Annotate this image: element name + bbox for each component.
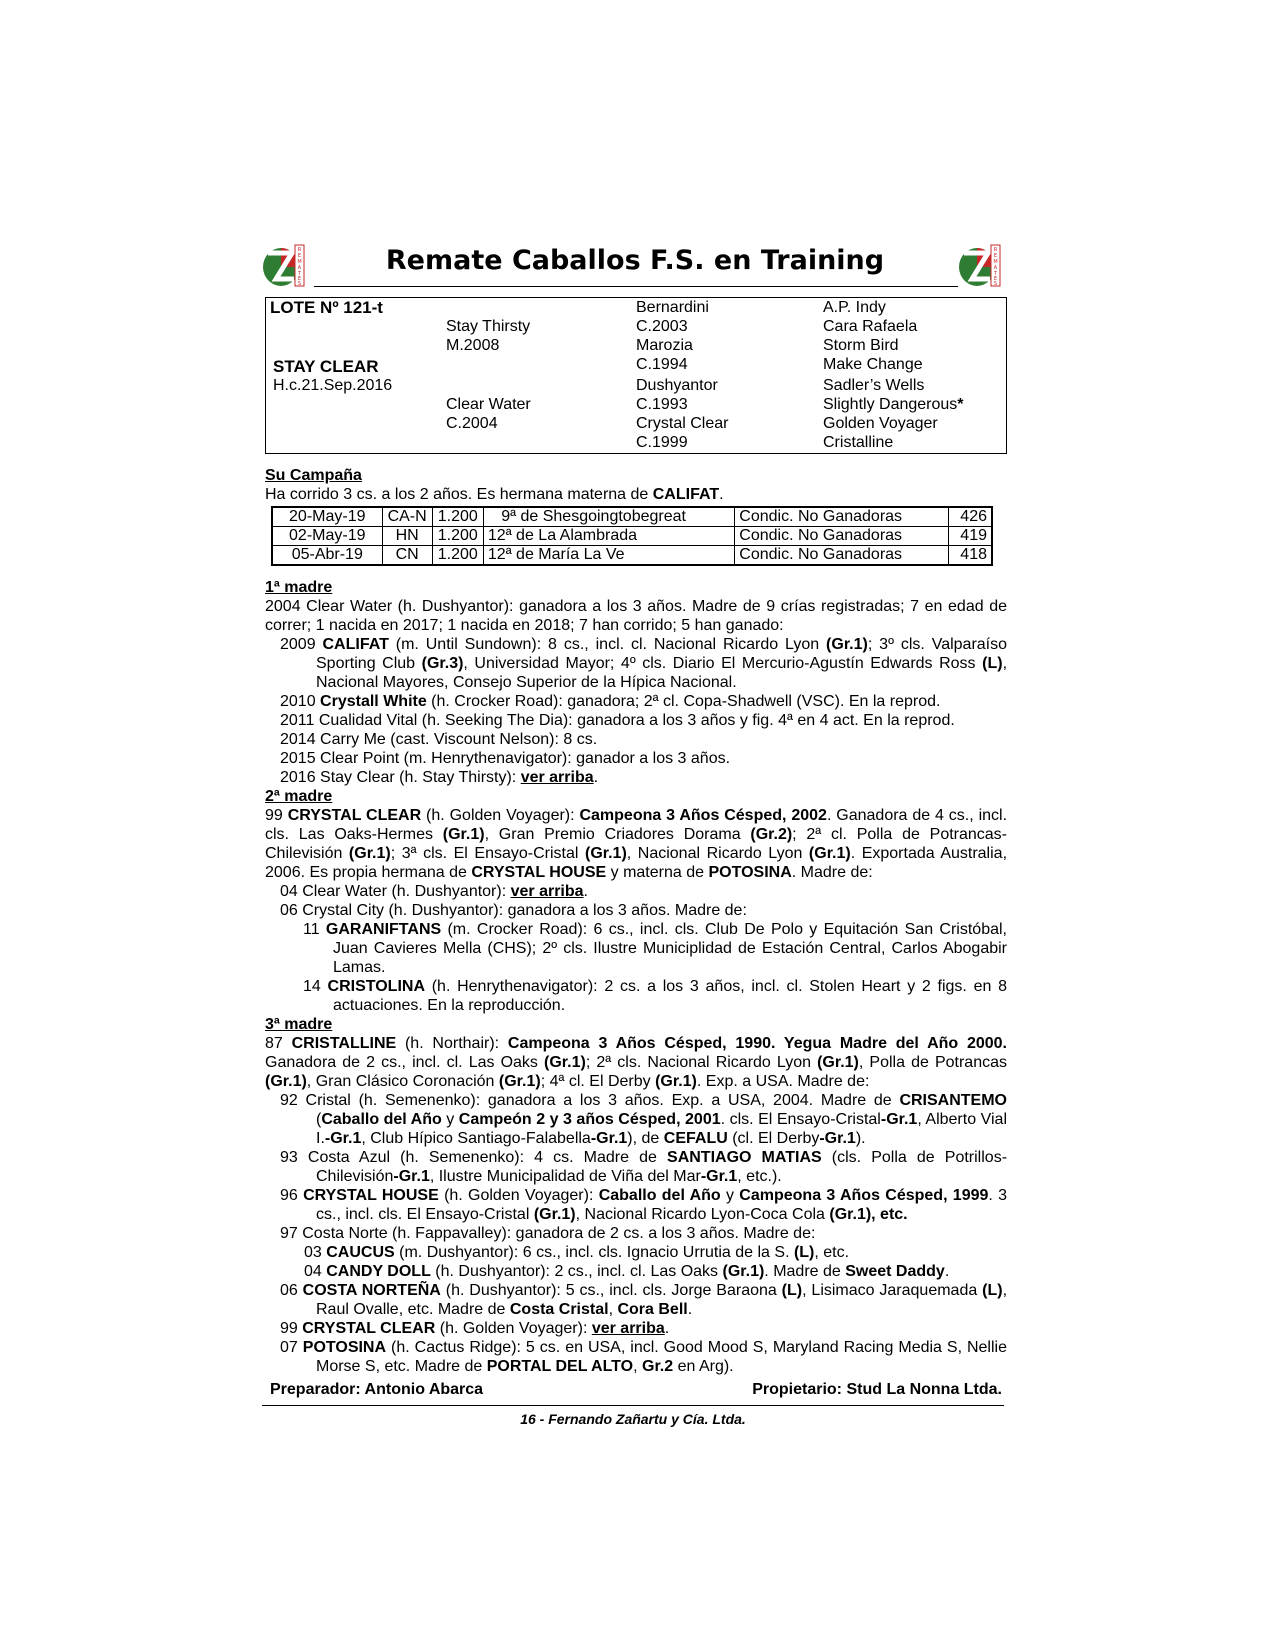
remates-logo-left bbox=[262, 243, 314, 288]
t: . bbox=[593, 769, 599, 786]
gen2-0: Bernardini bbox=[636, 299, 709, 316]
t: ; 3º cls. Valparaíso Sporting Club bbox=[316, 636, 1008, 672]
t: 2009 bbox=[280, 636, 323, 653]
t: , Raul Ovalle, etc. Madre de bbox=[316, 1282, 1008, 1318]
race-number: 418 bbox=[949, 546, 992, 566]
t: . 3 cs., incl. cls. El Ensayo-Cristal bbox=[316, 1187, 1008, 1223]
gen2-7: C.1999 bbox=[636, 434, 688, 451]
gen3-2: Storm Bird bbox=[823, 337, 899, 354]
t: (m. Dushyantor): 6 cs., incl. cls. Ignacio Urrutia de la S. bbox=[394, 1244, 794, 1261]
madre2-paragraph bbox=[265, 806, 1007, 882]
t: POTOSINA bbox=[708, 864, 792, 881]
horse-name: STAY CLEAR bbox=[273, 357, 379, 376]
race-distance: 1.200 bbox=[432, 527, 483, 546]
t: (L) bbox=[781, 1282, 803, 1299]
campaign-section bbox=[265, 466, 1007, 504]
madre3-entry-1 bbox=[265, 1091, 1007, 1148]
remates-logo-right bbox=[958, 243, 1010, 288]
gen2-4: Dushyantor bbox=[636, 377, 718, 394]
ver-arriba-link[interactable]: ver arriba bbox=[591, 1320, 665, 1337]
t: -Gr.1 bbox=[819, 1130, 856, 1147]
madre3-entry-7 bbox=[265, 1281, 1007, 1319]
t: , etc.). bbox=[737, 1168, 782, 1185]
t: Campeón 2 y 3 años Césped, 2001 bbox=[458, 1111, 721, 1128]
t: (Gr.2) bbox=[750, 826, 793, 843]
madre3-entry-5 bbox=[265, 1243, 1007, 1262]
madre1-paragraph: 2004 Clear Water (h. Dushyantor): ganadora a los 3 años. Madre de 9 crías registradas; 7 en edad de correr; 1 nacida en 2017; 1 nacida en 2018; 7 han corrido; 5 han ganado: bbox=[265, 598, 1007, 634]
t: (Gr.1) bbox=[584, 845, 627, 862]
ver-arriba-link[interactable]: ver arriba bbox=[520, 769, 594, 786]
t: Crystall White bbox=[320, 693, 427, 710]
t: 2016 Stay Clear (h. Stay Thirsty): bbox=[280, 769, 521, 786]
svg-text:S: S bbox=[297, 281, 302, 287]
t: . bbox=[583, 883, 588, 900]
t: , Nacional Ricardo Lyon bbox=[626, 845, 809, 862]
t: , Lisimaco Jaraquemada bbox=[802, 1282, 983, 1299]
madre2-entry-4 bbox=[265, 977, 1007, 1015]
madre3-title: 3ª madre bbox=[265, 1016, 333, 1033]
dam-name: Clear Water bbox=[446, 396, 531, 413]
t: (Gr.1) bbox=[655, 1073, 697, 1090]
t: (h. Golden Voyager): bbox=[421, 807, 580, 824]
svg-text:E: E bbox=[993, 276, 998, 282]
race-condition: Condic. No Ganadoras bbox=[735, 507, 949, 527]
t: , Gran Clásico Coronación bbox=[306, 1073, 499, 1090]
madre3-entry-2 bbox=[265, 1148, 1007, 1186]
race-date: 20-May-19 bbox=[272, 507, 382, 527]
svg-text:T: T bbox=[993, 271, 998, 277]
race-date: 02-May-19 bbox=[272, 527, 382, 546]
t: CRYSTAL HOUSE bbox=[471, 864, 607, 881]
svg-text:A: A bbox=[297, 265, 302, 271]
campaign-title: Su Campaña bbox=[265, 467, 362, 484]
madre3-paragraph bbox=[265, 1034, 1007, 1091]
t: POTOSINA bbox=[302, 1339, 387, 1356]
madre1-entry-6 bbox=[265, 768, 1007, 787]
t: GARANIFTANS bbox=[325, 921, 442, 938]
t: (h. Cactus Ridge): 5 cs. en USA, incl. Good Mood S, Maryland Racing Media S, Nellie Morse S, etc. Madre de bbox=[316, 1339, 1007, 1375]
t: ; 4ª cl. El Derby bbox=[540, 1073, 656, 1090]
madre2-entry-3 bbox=[265, 920, 1007, 977]
star-mark: * bbox=[957, 396, 964, 413]
t: en Arg). bbox=[673, 1358, 734, 1375]
dam-info: C.2004 bbox=[446, 415, 498, 432]
t: (Gr.1) bbox=[826, 636, 868, 653]
race-track: CN bbox=[382, 546, 432, 566]
t: . Exportada Australia, 2006. Es propia hermana de bbox=[265, 845, 1008, 881]
t: , bbox=[608, 1301, 618, 1318]
footer-credits bbox=[270, 1380, 1002, 1399]
race-condition: Condic. No Ganadoras bbox=[735, 546, 949, 566]
gen2-3: C.1994 bbox=[636, 356, 688, 373]
t: (h. Golden Voyager): bbox=[438, 1187, 599, 1204]
t: (h. Henrythenavigator): 2 cs. a los 3 años, incl. cl. Stolen Heart y 2 figs. en 8 actuaciones. En la reproducción. bbox=[333, 978, 1007, 1014]
table-row bbox=[272, 546, 992, 566]
t: ; 2ª cl. Polla de Potrancas-Chilevisión bbox=[265, 826, 1008, 862]
gen3-1: Cara Rafaela bbox=[823, 318, 918, 335]
gen3-7: Cristalline bbox=[823, 434, 894, 451]
t: , Alberto Vial I. bbox=[316, 1111, 1007, 1147]
t: , Club Hípico Santiago-Falabella bbox=[361, 1130, 591, 1147]
t: , Polla de Potrancas bbox=[858, 1054, 1008, 1071]
page-footer: 16 - Fernando Zañartu y Cía. Ltda. bbox=[520, 1411, 746, 1427]
madre1-entry-1 bbox=[265, 635, 1007, 692]
t: 04 Clear Water (h. Dushyantor): bbox=[280, 883, 511, 900]
gen3-3: Make Change bbox=[823, 356, 923, 373]
t: ). bbox=[855, 1130, 866, 1147]
propietario: Propietario: Stud La Nonna Ltda. bbox=[752, 1381, 1002, 1398]
dam-sections bbox=[265, 578, 1007, 1376]
race-condition: Condic. No Ganadoras bbox=[735, 527, 949, 546]
t: , Ilustre Municipalidad de Viña del Mar bbox=[429, 1168, 701, 1185]
svg-text:E: E bbox=[297, 276, 302, 282]
t: (h. Crocker Road): ganadora; 2ª cl. Copa-Shadwell (VSC). En la reprod. bbox=[426, 693, 941, 710]
madre2-entry-1 bbox=[265, 882, 1007, 901]
t: (h. Dushyantor): 2 cs., incl. cl. Las Oaks bbox=[430, 1263, 723, 1280]
table-row bbox=[272, 507, 992, 527]
gen3-0: A.P. Indy bbox=[823, 299, 886, 316]
t: (h. Dushyantor): 5 cs., incl. cls. Jorge Baraona bbox=[440, 1282, 782, 1299]
gen3-5 bbox=[823, 395, 964, 414]
t: , bbox=[633, 1358, 642, 1375]
svg-text:A: A bbox=[993, 265, 998, 271]
t: (Gr.1), etc. bbox=[829, 1206, 908, 1223]
t: 96 bbox=[280, 1187, 304, 1204]
t: y bbox=[441, 1111, 459, 1128]
t: CRISTOLINA bbox=[327, 978, 425, 995]
race-result: 12ª de María La Ve bbox=[483, 546, 734, 566]
race-result: 9ª de Shesgoingtobegreat bbox=[483, 507, 734, 527]
t: , etc. bbox=[814, 1244, 850, 1261]
t: (Gr.3) bbox=[421, 655, 464, 672]
t: CRYSTAL CLEAR bbox=[302, 1320, 436, 1337]
t: , Gran Premio Criadores Dorama bbox=[484, 826, 751, 843]
t: (Gr.1) bbox=[722, 1263, 765, 1280]
t: PORTAL DEL ALTO bbox=[486, 1358, 634, 1375]
t: 03 bbox=[304, 1244, 327, 1261]
t: 11 bbox=[303, 921, 326, 938]
race-track: CA-N bbox=[382, 507, 432, 527]
t: Gr.2 bbox=[642, 1358, 674, 1375]
t: (h. Northair): bbox=[396, 1035, 508, 1052]
madre1-entry-4: 2014 Carry Me (cast. Viscount Nelson): 8 cs. bbox=[280, 731, 598, 748]
t: (m. Until Sundown): 8 cs., incl. cl. Nacional Ricardo Lyon bbox=[388, 636, 827, 653]
t: (cls. Polla de Potrillos-Chilevisión bbox=[316, 1149, 1008, 1185]
svg-text:M: M bbox=[297, 259, 302, 265]
t: Campeona 3 Años Césped, 1999 bbox=[739, 1187, 989, 1204]
t: (Gr.1) bbox=[348, 845, 391, 862]
t: (Gr.1) bbox=[544, 1054, 586, 1071]
t: y materna de bbox=[606, 864, 709, 881]
t: . Exp. a USA. Madre de: bbox=[696, 1073, 870, 1090]
t: y bbox=[720, 1187, 740, 1204]
svg-text:R: R bbox=[297, 247, 302, 253]
t: (L) bbox=[982, 655, 1003, 672]
svg-text:S: S bbox=[993, 281, 998, 287]
campaign-intro-text: Ha corrido 3 cs. a los 2 años. Es hermana materna de bbox=[265, 486, 653, 503]
t: ; 3ª cls. El Ensayo-Cristal bbox=[390, 845, 585, 862]
t: (m. Crocker Road): 6 cs., incl. cls. Club De Polo y Equitación San Cristóbal, Juan Cavieres Mella (CHS); 2º cls. Ilustre Municiplidad de Estación Central, Carlos Abogabir Lamas. bbox=[333, 921, 1007, 976]
campaign-intro-end: . bbox=[719, 486, 724, 503]
ver-arriba-link[interactable]: ver arriba bbox=[510, 883, 584, 900]
madre3-entry-3 bbox=[265, 1186, 1007, 1224]
t: SANTIAGO MATIAS bbox=[667, 1149, 822, 1166]
madre3-entry-4: 97 Costa Norte (h. Fappavalley): ganadora de 2 cs. a los 3 años. Madre de: bbox=[280, 1225, 816, 1242]
title-rule bbox=[314, 286, 958, 287]
t: (cl. El Derby bbox=[727, 1130, 820, 1147]
t: 04 bbox=[304, 1263, 327, 1280]
race-distance: 1.200 bbox=[432, 507, 483, 527]
madre3-entry-8 bbox=[265, 1319, 1007, 1338]
madre2-entry-2: 06 Crystal City (h. Dushyantor): ganadora a los 3 años. Madre de: bbox=[280, 902, 747, 919]
t: (Gr.1) bbox=[442, 826, 485, 843]
t: , Universidad Mayor; 4º cls. Diario El Mercurio-Agustín Edwards Ross bbox=[463, 655, 983, 672]
madre2-title: 2ª madre bbox=[265, 788, 333, 805]
t: 92 Cristal (h. Semenenko): ganadora a los 3 años. Exp. a USA, 2004. Madre de bbox=[280, 1092, 900, 1109]
t: -Gr.1 bbox=[324, 1130, 362, 1147]
t: CEFALU bbox=[663, 1130, 728, 1147]
t: 87 bbox=[265, 1035, 292, 1052]
t: (Gr.1) bbox=[533, 1206, 576, 1223]
svg-text:E: E bbox=[993, 253, 998, 259]
t: CRISTALLINE bbox=[291, 1035, 397, 1052]
gen2-2: Marozia bbox=[636, 337, 693, 354]
madre3-entry-6 bbox=[265, 1262, 1007, 1281]
t: (Gr.1) bbox=[265, 1073, 307, 1090]
t: -Gr.1 bbox=[393, 1168, 430, 1185]
gen3-4: Sadler’s Wells bbox=[823, 377, 925, 394]
t: CAUCUS bbox=[326, 1244, 395, 1261]
t: 93 Costa Azul (h. Semenenko): 4 cs. Madre de bbox=[280, 1149, 668, 1166]
t: Caballo del Año bbox=[321, 1111, 442, 1128]
t: Sweet Daddy bbox=[845, 1263, 945, 1280]
t: COSTA NORTEÑA bbox=[302, 1282, 441, 1299]
pedigree-box bbox=[265, 297, 1007, 454]
lote-number: LOTE Nº 121-t bbox=[270, 298, 383, 317]
footer-rule bbox=[262, 1405, 1004, 1406]
t: Campeona 3 Años Césped, 2002 bbox=[579, 807, 827, 824]
t: CRYSTAL HOUSE bbox=[303, 1187, 439, 1204]
madre1-entry-5: 2015 Clear Point (m. Henrythenavigator): ganador a los 3 años. bbox=[280, 750, 731, 767]
campaign-intro bbox=[265, 485, 1007, 504]
t: ; 2ª cls. Nacional Ricardo Lyon bbox=[585, 1054, 818, 1071]
race-number: 426 bbox=[949, 507, 992, 527]
gen2-6: Crystal Clear bbox=[636, 415, 729, 432]
svg-text:T: T bbox=[297, 271, 302, 277]
t: ( bbox=[316, 1111, 322, 1128]
t: Cora Bell bbox=[617, 1301, 688, 1318]
t: -Gr.1 bbox=[700, 1168, 738, 1185]
gen3-6: Golden Voyager bbox=[823, 415, 938, 432]
madre3-entry-9 bbox=[265, 1338, 1007, 1376]
t: . bbox=[944, 1263, 950, 1280]
t: (L) bbox=[982, 1282, 1003, 1299]
madre1-title: 1ª madre bbox=[265, 579, 333, 596]
t: (Gr.1) bbox=[817, 1054, 859, 1071]
t: . cls. El Ensayo-Cristal bbox=[720, 1111, 881, 1128]
t: 14 bbox=[303, 978, 328, 995]
race-result: 12ª de La Alambrada bbox=[483, 527, 734, 546]
race-number: 419 bbox=[949, 527, 992, 546]
t: . Madre de: bbox=[791, 864, 873, 881]
svg-text:M: M bbox=[993, 259, 998, 265]
svg-text:E: E bbox=[297, 253, 302, 259]
t: -Gr.1 bbox=[590, 1130, 628, 1147]
t: ), de bbox=[627, 1130, 664, 1147]
race-date: 05-Abr-19 bbox=[272, 546, 382, 566]
preparador: Preparador: Antonio Abarca bbox=[270, 1381, 484, 1398]
t: (L) bbox=[793, 1244, 815, 1261]
t: . bbox=[664, 1320, 670, 1337]
t: CRISANTEMO bbox=[899, 1092, 1007, 1109]
t: Costa Cristal bbox=[509, 1301, 609, 1318]
race-distance: 1.200 bbox=[432, 546, 483, 566]
t: . bbox=[687, 1301, 693, 1318]
t: , Nacional Ricardo Lyon-Coca Cola bbox=[575, 1206, 830, 1223]
page-title: Remate Caballos F.S. en Training bbox=[385, 245, 885, 276]
t: . Madre de bbox=[764, 1263, 846, 1280]
gen2-1: C.2003 bbox=[636, 318, 688, 335]
table-row bbox=[272, 527, 992, 546]
t: . Ganadora de 4 cs., incl. cls. Las Oaks-Hermes bbox=[265, 807, 1008, 843]
t: 99 bbox=[280, 1320, 303, 1337]
race-track: HN bbox=[382, 527, 432, 546]
t: CANDY DOLL bbox=[326, 1263, 431, 1280]
t: (Gr.1) bbox=[808, 845, 851, 862]
t: Campeona 3 Años Césped, 1990. Yegua Madre del Año 2000. bbox=[507, 1035, 1008, 1052]
t: 07 bbox=[280, 1339, 303, 1356]
horse-info: H.c.21.Sep.2016 bbox=[273, 377, 393, 394]
campaign-intro-horse: CALIFAT bbox=[652, 486, 720, 503]
t: , Nacional Mayores, Consejo Superior de la Hípica Nacional. bbox=[316, 655, 1008, 691]
t: (h. Golden Voyager): bbox=[435, 1320, 592, 1337]
gen3-5-text: Slightly Dangerous bbox=[823, 396, 958, 413]
sire-info: M.2008 bbox=[446, 337, 500, 354]
t: 2010 bbox=[280, 693, 321, 710]
svg-text:R: R bbox=[993, 247, 998, 253]
madre1-entry-3: 2011 Cualidad Vital (h. Seeking The Dia): ganadora a los 3 años y fig. 4ª en 4 act. En la reprod. bbox=[280, 712, 955, 729]
t: (Gr.1) bbox=[498, 1073, 541, 1090]
t: Ganadora de 2 cs., incl. cl. Las Oaks bbox=[265, 1054, 545, 1071]
t: Caballo del Año bbox=[598, 1187, 721, 1204]
sire-name: Stay Thirsty bbox=[446, 318, 531, 335]
t: -Gr.1 bbox=[880, 1111, 918, 1128]
t: 99 bbox=[265, 807, 288, 824]
t: CALIFAT bbox=[322, 636, 389, 653]
madre1-entry-2 bbox=[265, 692, 1007, 711]
gen2-5: C.1993 bbox=[636, 396, 688, 413]
t: 06 bbox=[280, 1282, 303, 1299]
t: CRYSTAL CLEAR bbox=[287, 807, 422, 824]
campaign-table bbox=[271, 506, 993, 566]
